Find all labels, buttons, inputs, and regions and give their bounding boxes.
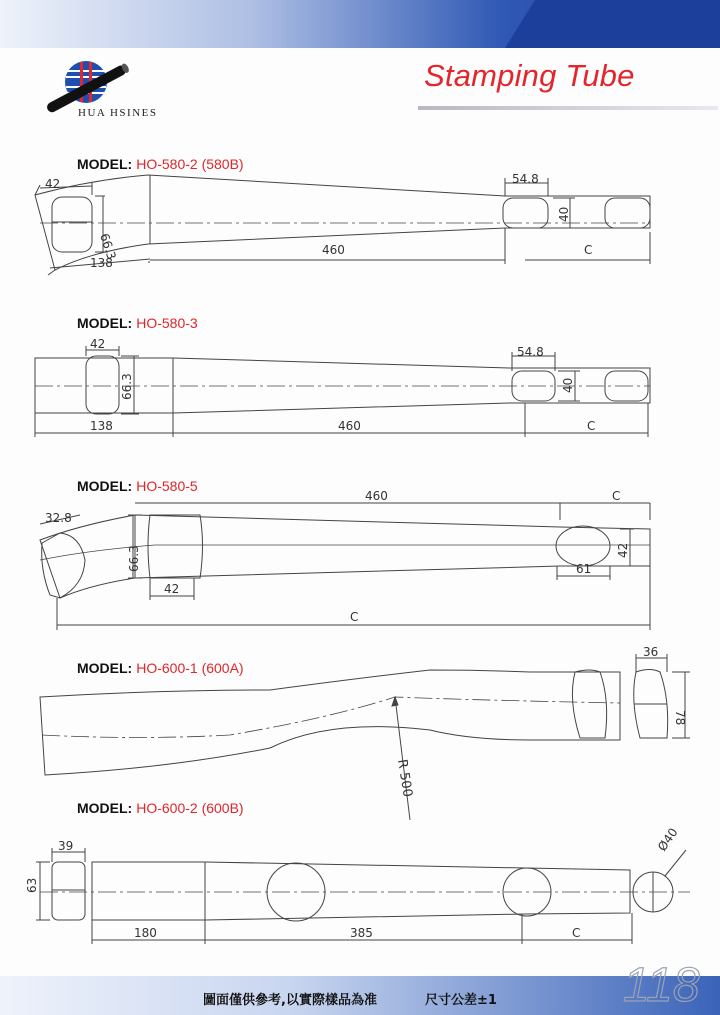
brand-name: HUA HSINES [78, 107, 158, 119]
dim-height: 66.3 [127, 545, 141, 572]
model-number: HO-580-5 [136, 478, 198, 494]
dim-variable: C [612, 489, 621, 503]
model-number: HO-580-3 [136, 315, 198, 331]
dim-height: 63 [25, 877, 39, 893]
model-number: HO-600-1 (600A) [136, 660, 244, 676]
drawing-ho-580-5 [40, 489, 650, 630]
model-heading-2: MODEL: HO-580-3 [77, 315, 198, 331]
footer-note: 圖面僅供參考,以實際樣品為准 [203, 993, 377, 1008]
dim-length-2: 385 [350, 926, 373, 940]
dim-width: 36 [643, 645, 659, 659]
dim-overall: C [350, 610, 359, 624]
dim-length-2: 460 [338, 419, 361, 433]
dim-section-width: 42 [164, 582, 180, 596]
page-title: Stamping Tube [424, 58, 635, 93]
drawing-ho-580-2 [35, 172, 650, 275]
dim-variable: C [587, 419, 596, 433]
dim-end-height: 42 [616, 542, 630, 558]
dim-end-height: 40 [561, 377, 575, 393]
dim-variable: C [572, 926, 581, 940]
dim-length-1: 138 [90, 256, 113, 270]
dim-length-1: 180 [134, 926, 157, 940]
model-number: HO-580-2 (580B) [136, 156, 244, 172]
model-heading-5: MODEL: HO-600-2 (600B) [77, 800, 244, 816]
dim-width: 39 [58, 839, 74, 853]
dim-height: 66.3 [97, 231, 119, 262]
dim-height: 78 [673, 710, 687, 726]
model-heading-3: MODEL: HO-580-5 [77, 478, 198, 494]
dim-diameter: Ø40 [654, 825, 681, 854]
footer-tolerance: 尺寸公差±1 [425, 993, 497, 1008]
dim-length: 460 [365, 489, 388, 503]
model-heading-4: MODEL: HO-600-1 (600A) [77, 660, 244, 676]
dim-length-1: 138 [90, 419, 113, 433]
drawing-ho-600-1 [40, 645, 690, 820]
dim-radius: R 500 [394, 758, 415, 799]
dim-variable: C [584, 243, 593, 257]
model-heading-1: MODEL: HO-580-2 (580B) [77, 156, 244, 172]
dim-width: 42 [45, 177, 61, 191]
dim-length-2: 460 [322, 243, 345, 257]
dim-height: 66.3 [120, 373, 134, 400]
dim-end-width: 54.8 [517, 345, 544, 359]
page-number: 118 [623, 959, 700, 1012]
drawing-ho-580-3 [35, 337, 650, 437]
dim-end-height: 40 [557, 206, 571, 222]
dim-end-width: 54.8 [512, 172, 539, 186]
drawing-ho-600-2 [25, 825, 690, 944]
dim-width: 32.8 [45, 511, 72, 525]
dim-end-width: 61 [576, 562, 592, 576]
model-number: HO-600-2 (600B) [136, 800, 244, 816]
dim-width: 42 [90, 337, 106, 351]
